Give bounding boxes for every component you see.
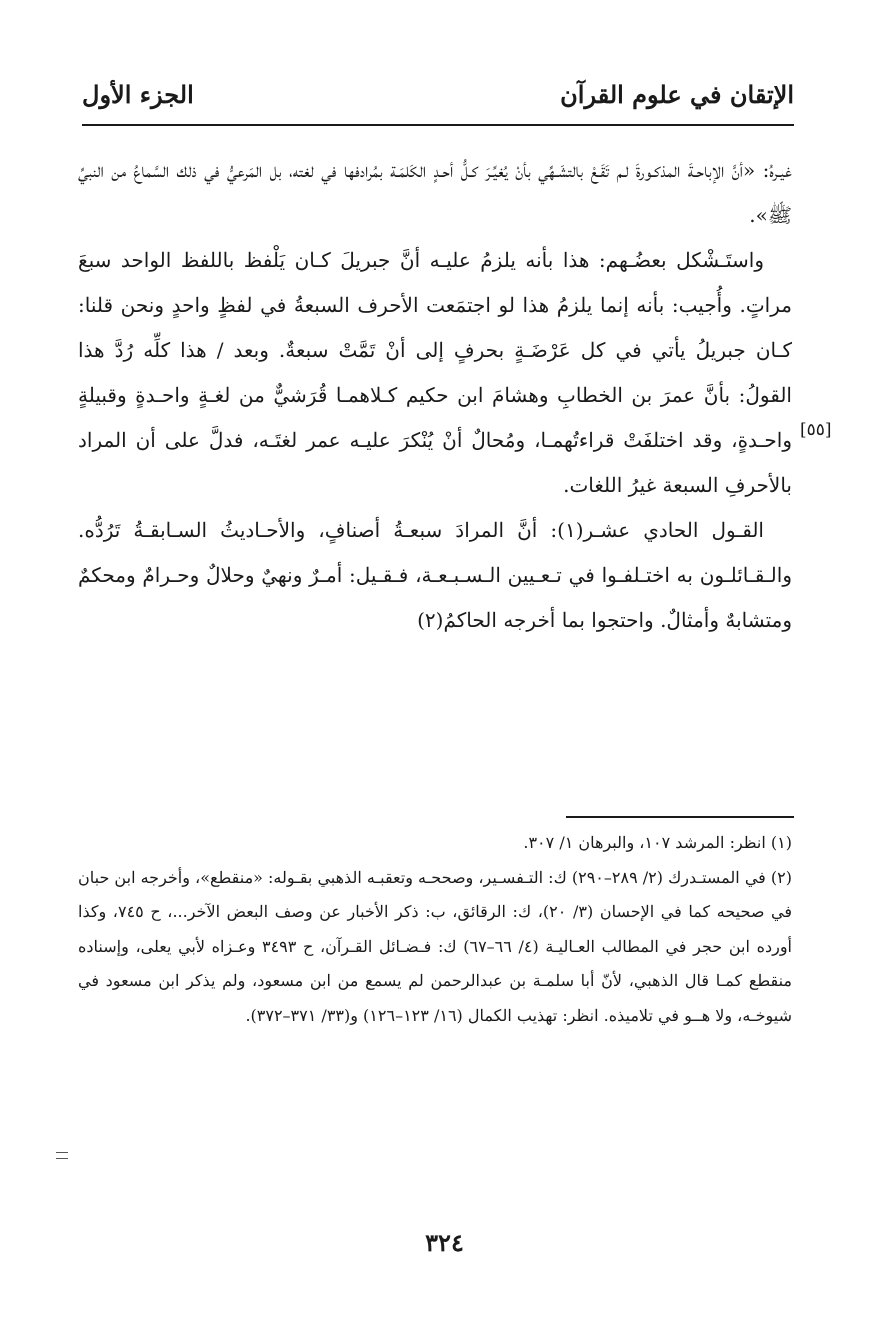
margin-page-reference: [٥٥] [800,420,832,440]
page-number: ٣٢٤ [425,1228,464,1257]
running-header [82,72,794,126]
footnote: (٢) في المستـدرك (٢/ ٢٨٩–٢٩٠) ك: التـفسـير، وصححـه وتعقبـه الذهبي بقـوله: «منقطع»، وأخرجه ابن حبان في صحيحه كما في الإحسان (٣/ ٢٠)، ك: الرقائق، ب: ذكر الأخبار عن وصف البعض الآخر...، ح ٧٤٥، وكذا أورده ابن حجر في المطالب العـاليـة (٤/ ٦٦–٦٧) ك: فـضـائل القـرآن، ح ٣٤٩٣ وعـزاه لأبي يعلى، وإسناده منقطع كمـا قال الذهبي، لأنّ أبا سلمـة بن عبدالرحمن لم يسمع من ابن مسعود، ولم يذكر ابن مسعود في شيوخـه، ولا هــو في تلاميذه. انظر: تهذيب الكمال (١٦/ ١٢٣–١٢٦) و(٣٣/ ٣٧١–٣٧٢). [78,867,793,1025]
paragraph: القـول الحادي عشـر(١): أنَّ المرادَ سبعـةُ أصنافٍ، والأحـاديثُ السـابقـةُ تَرُدُّه. والـقـائلـون به اختـلفـوا في تـعـيين الـسـبـعـة، فـقـيل: أمـرٌ ونهيٌ وحلالٌ وحـرامٌ ومحكمٌ ومتشابهٌ وأمثالٌ. واحتجوا بما أخرجه الحاكمُ(٢) [78,518,792,632]
paragraph: غيـرهُ: «أنَّ الإباحـةَ المذكـورةَ لـم تَقَـعْ بالتشَـهِّي بأنْ يُغيِّـرَ كـلُّ أحـدٍ الكَلمَـة بمُرادفها في لغته، بل المَرعيُّ في ذلك السَّماعُ من النبيِّ ﷺ». [78,158,792,227]
main-text [78,148,792,643]
footnote: (١) انظر: المرشد ١٠٧، والبرهان ١/ ٣٠٧. [523,833,792,852]
volume-label: الجزء الأول [82,80,194,109]
footnote-separator [566,816,794,818]
paragraph: واستَـشْكل بعضُـهم: هذا بأنه يلزمُ عليـه أنَّ جبريلَ كـان يَلْفظ باللفظ الواحد سبعَ مراتٍ. وأُجيب: بأنه إنما يلزمُ هذا لو اجتمَعت الأحرف السبعةُ في لفظٍ واحدٍ ونحن قلنا: كـان جبريلُ يأتي في كل عَرْضَـةٍ بحرفٍ إلى أنْ تَمَّتْ سبعةٌ. وبعد / هذا كلِّه رُدَّ هذا القولُ: بأنَّ عمرَ بن الخطابِ وهشامَ ابن حكيم كـلاهمـا قُرَشيٌّ من لغـةٍ واحـدةٍ وقبيلةٍ واحـدةٍ، وقد اختلفَتْ قراءتُهمـا، ومُحالٌ أنْ يُنْكرَ عليـه عمر لغتَـه، فدلَّ على أن المراد بالأحرفِ السبعة غيرُ اللغات. [78,248,792,497]
footnotes [78,826,792,1033]
book-title: الإتقان في علوم القرآن [560,80,794,109]
margin-mark [56,1152,68,1159]
